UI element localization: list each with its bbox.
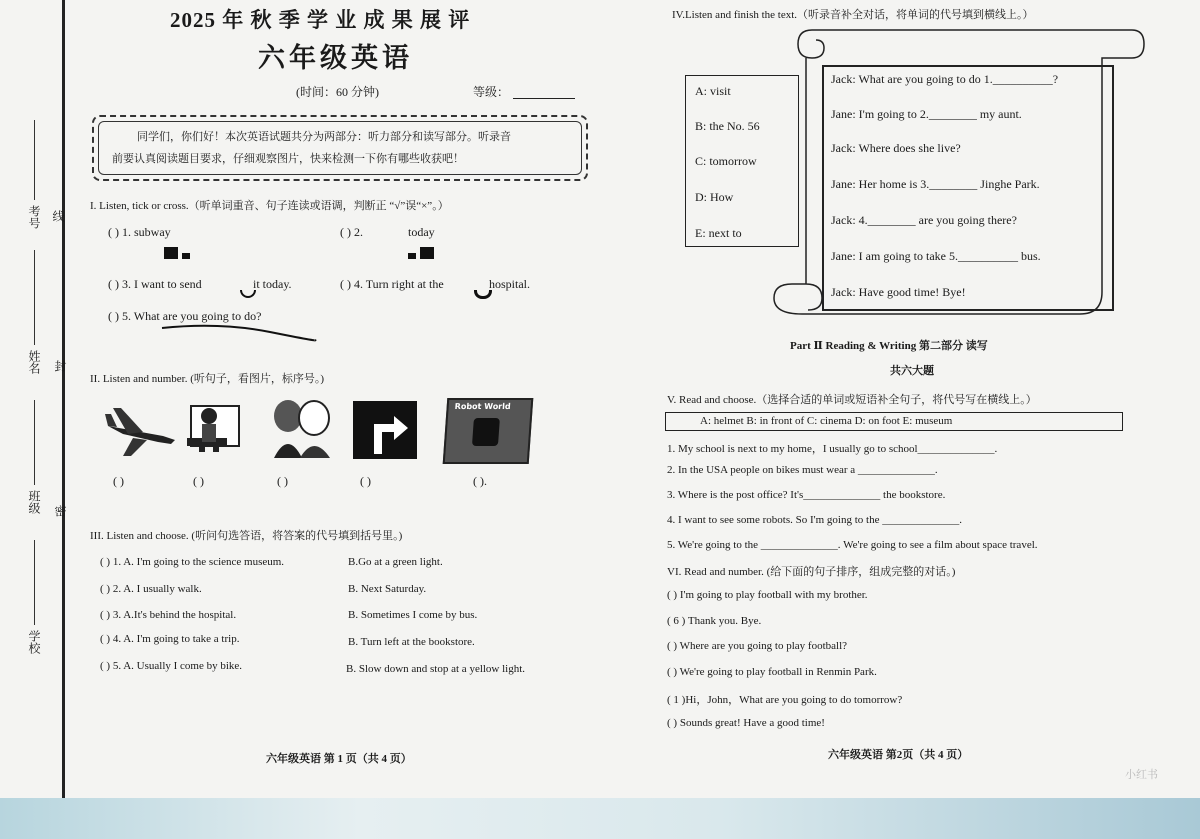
robot-image: [185, 398, 245, 460]
s1-item-4-end: hospital.: [489, 277, 530, 291]
s5-item-3: 3. Where is the post office? It's______________ the bookstore.: [667, 489, 946, 501]
dialog-line-5: Jack: 4.________ are you going there?: [831, 213, 1017, 227]
s5-options: A: helmet B: in front of C: cinema D: on foot E: museum: [700, 415, 953, 427]
part-2-heading: Part Ⅱ Reading & Writing 第二部分 读写: [790, 340, 988, 352]
s1-item-3-end: it today.: [253, 277, 292, 291]
s1-item-5: ( ) 5. What are you going to do?: [108, 309, 262, 323]
s1-item-2: ( ) 2.: [340, 225, 363, 239]
s3-q2: ( ) 2. A. I usually walk.: [100, 583, 202, 595]
linking-mark-4: [474, 290, 492, 299]
left-page-footer: 六年级英语 第 1 页（共 4 页）: [266, 753, 412, 765]
dialog-line-3: Jack: Where does she live?: [831, 141, 961, 155]
part-2-subheading: 共六大题: [890, 365, 934, 377]
section-5-heading: V. Read and choose.（选择合适的单词或短语补全句子，将代号写在横线上。）: [667, 394, 1037, 406]
s4-option-b: B: the No. 56: [695, 119, 760, 133]
s5-item-5: 5. We're going to the ______________. We're going to see a film about space travel.: [667, 539, 1038, 551]
dialog-line-6: Jane: I am going to take 5.__________ bus.: [831, 249, 1041, 263]
right-page-footer: 六年级英语 第2页（共 4 页）: [828, 749, 969, 761]
exam-subtitle: 六年级英语: [258, 43, 413, 73]
s3-b1: B.Go at a green light.: [348, 556, 443, 568]
dialog-line-2: Jane: I'm going to 2.________ my aunt.: [831, 107, 1022, 121]
s6-item-6: ( ) Sounds great! Have a good time!: [667, 717, 825, 729]
stress-marks-2: [408, 246, 434, 264]
s5-item-4: 4. I want to see some robots. So I'm going to the ______________.: [667, 514, 962, 526]
intonation-curve: [160, 318, 320, 344]
photo-bottom-band: [0, 798, 1200, 839]
exam-title: 2025 年 秋 季 学 业 成 果 展 评: [170, 8, 471, 32]
s3-b4: B. Turn left at the bookstore.: [348, 636, 475, 648]
stress-marks-1: [164, 246, 190, 264]
s3-q5: ( ) 5. A. Usually I come by bike.: [100, 660, 243, 672]
s4-option-e: E: next to: [695, 226, 742, 240]
section-3-heading: III. Listen and choose. (听问句选答语，将答案的代号填到括号里。): [90, 530, 403, 542]
name-label: 姓名: [27, 350, 41, 374]
class-blank: [34, 400, 35, 485]
secret-label: 密: [53, 505, 67, 517]
dialog-line-4: Jane: Her home is 3.________ Jinghe Park.: [831, 177, 1040, 191]
notice-line-1: 同学们，你们好！本次英语试题共分为两部分：听力部分和读写部分。听录音: [137, 131, 511, 143]
grade-label: 等级：: [473, 85, 510, 99]
s2-blank-2: ( ): [193, 474, 204, 488]
school-label: 学校: [27, 630, 41, 654]
s2-blank-3: ( ): [277, 474, 288, 488]
exam-number-label: 考号: [27, 205, 41, 229]
s3-q1: ( ) 1. A. I'm going to the science museum.: [100, 556, 285, 568]
s4-option-c: C: tomorrow: [695, 154, 757, 168]
s1-item-3: ( ) 3. I want to send: [108, 277, 202, 291]
s2-blank-5: ( ).: [473, 474, 487, 488]
s1-item-1: ( ) 1. subway: [108, 225, 171, 239]
cut-line-label: 线: [51, 210, 65, 222]
s3-b2: B. Next Saturday.: [348, 583, 427, 595]
airplane-image: [103, 396, 178, 462]
s4-option-a: A: visit: [695, 84, 731, 98]
s2-blank-1: ( ): [113, 474, 124, 488]
section-6-heading: VI. Read and number. (给下面的句子排序，组成完整的对话。): [667, 566, 956, 578]
class-label: 班级: [27, 490, 41, 514]
section-2-heading: II. Listen and number. (听句子，看图片，标序号。): [90, 373, 325, 385]
seal-label: 封: [53, 360, 67, 372]
s5-item-1: 1. My school is next to my home，I usually go to school______________.: [667, 443, 998, 455]
s2-blank-4: ( ): [360, 474, 371, 488]
name-blank: [34, 250, 35, 345]
s6-item-2: ( 6 ) Thank you. Bye.: [667, 615, 762, 627]
watermark: 小红书: [1125, 768, 1158, 781]
s6-item-3: ( ) Where are you going to play football?: [667, 640, 848, 652]
s5-item-2: 2. In the USA people on bikes must wear a ______________.: [667, 464, 938, 476]
exam-number-blank: [34, 120, 35, 200]
s6-item-5: ( 1 )Hi，John，What are you going to do tomorrow?: [667, 694, 903, 706]
robot-world-book-image: Robot World: [443, 398, 534, 464]
people-image: [266, 394, 336, 460]
exam-time: (时间：60 分钟): [296, 85, 379, 99]
notice-line-2: 前要认真阅读题目要求，仔细观察图片，快来检测一下你有哪些收获吧！: [112, 153, 464, 165]
s4-option-d: D: How: [695, 190, 734, 204]
section-1-heading: I. Listen, tick or cross.（听单词重音、句子连读或语调，判断正 “√”误“×”。）: [90, 200, 449, 212]
s3-q3: ( ) 3. A.It's behind the hospital.: [100, 609, 237, 621]
linking-mark-3: [240, 290, 256, 298]
grade-blank: [513, 98, 575, 99]
s3-q4: ( ) 4. A. I'm going to take a trip.: [100, 633, 240, 645]
s1-item-4: ( ) 4. Turn right at the: [340, 277, 444, 291]
s1-item-2-word: today: [408, 225, 435, 239]
notice-box: [92, 115, 588, 181]
turn-right-sign-image: [352, 400, 418, 460]
s6-item-1: ( ) I'm going to play football with my brother.: [667, 589, 868, 601]
s3-b3: B. Sometimes I come by bus.: [348, 609, 478, 621]
school-blank: [34, 540, 35, 625]
dialog-line-7: Jack: Have good time! Bye!: [831, 285, 966, 299]
s3-b5: B. Slow down and stop at a yellow light.: [346, 663, 526, 675]
binding-line: [62, 0, 65, 839]
dialog-line-1: Jack: What are you going to do 1.__________?: [831, 72, 1059, 86]
s6-item-4: ( ) We're going to play football in Renmin Park.: [667, 666, 877, 678]
section-4-heading: IV.Listen and finish the text.（听录音补全对话，将单词的代号填到横线上。）: [672, 9, 1034, 21]
